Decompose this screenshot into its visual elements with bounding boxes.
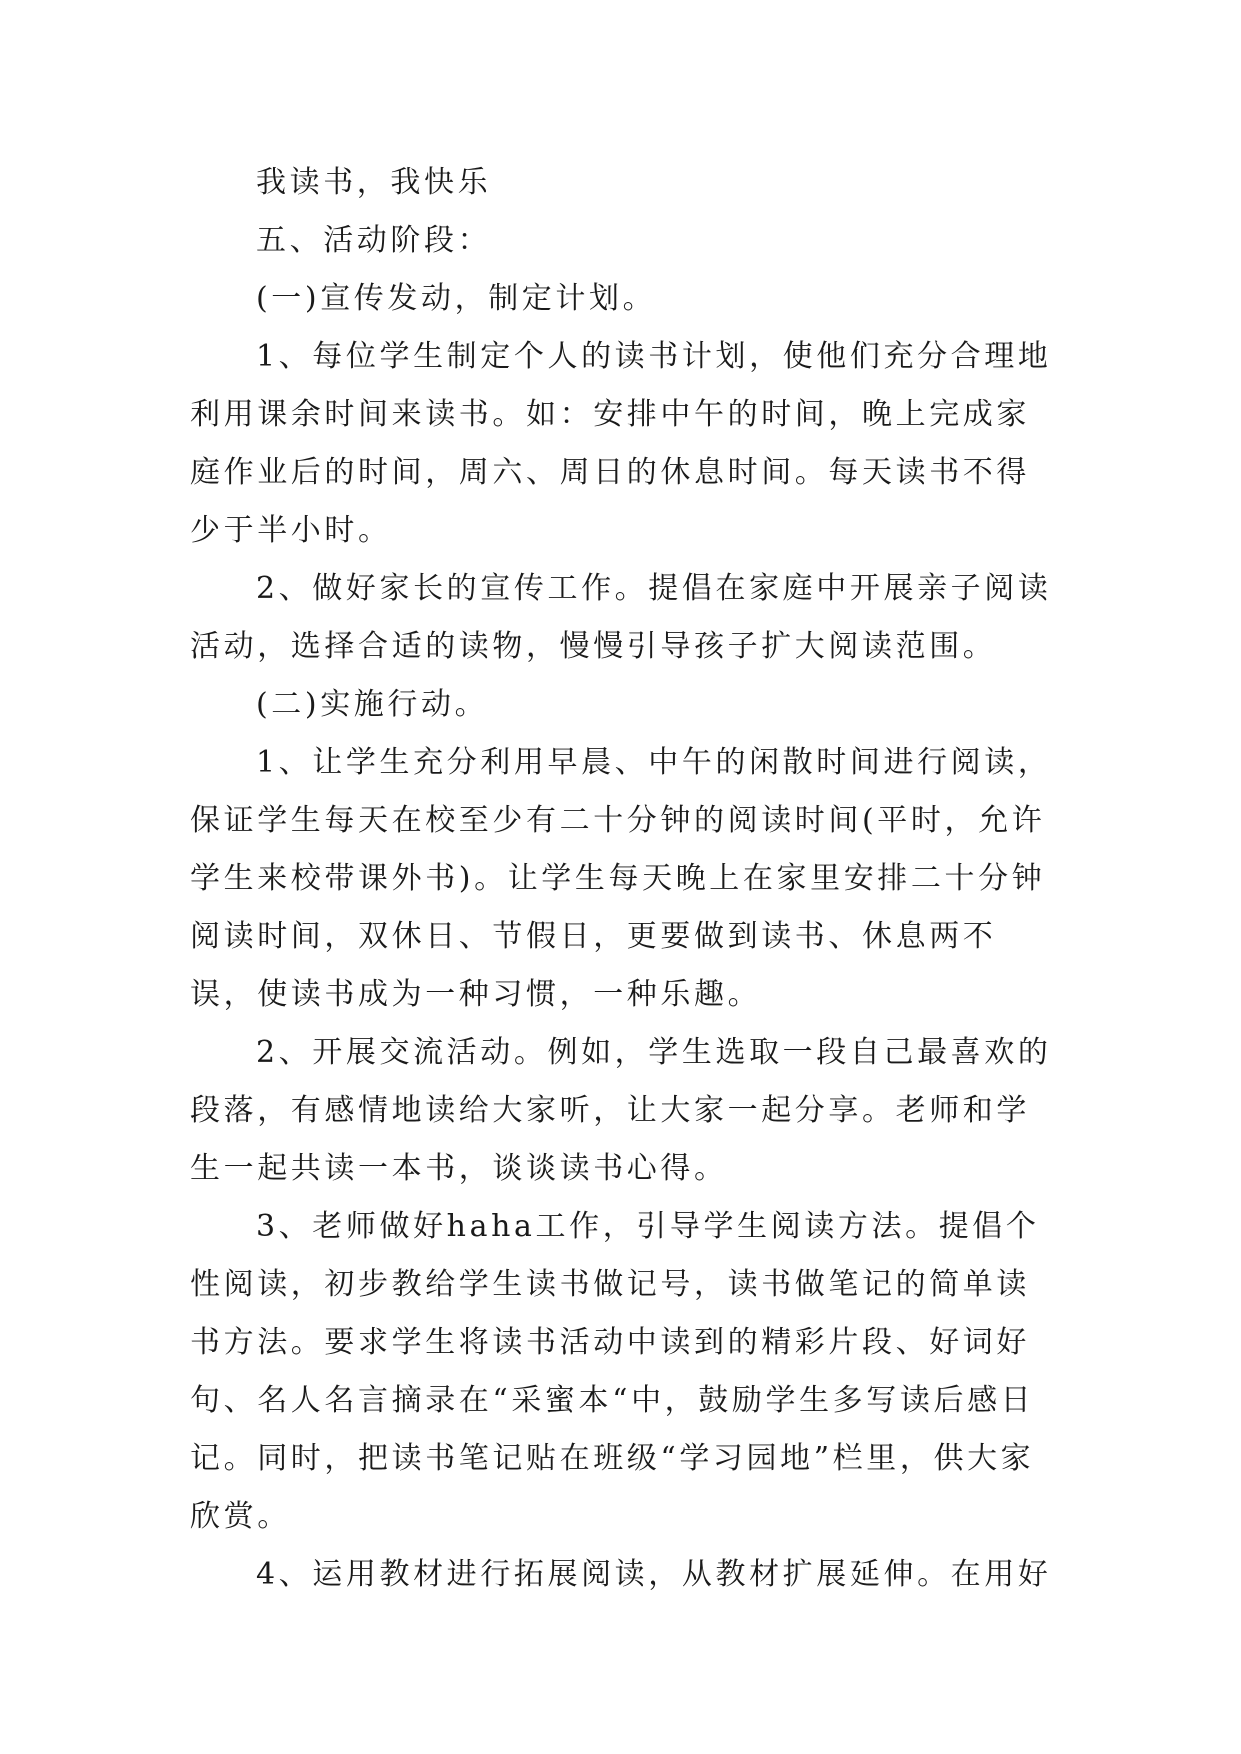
document-body: [190, 154, 1060, 1604]
paragraph-parent-publicity: 2、做好家长的宣传工作。提倡在家庭中开展亲子阅读活动，选择合适的读物，慢慢引导孩子扩大阅读范围。: [190, 571, 1052, 664]
paragraph-reading-plan: 1、每位学生制定个人的读书计划，使他们充分合理地利用课余时间来读书。如：安排中午的时间，晚上完成家庭作业后的时间，周六、周日的休息时间。每天读书不得少于半小时。: [190, 339, 1052, 548]
subsection-heading-publicity: (一)宣传发动，制定计划。: [256, 281, 657, 316]
paragraph-textbook-extension: 4、运用教材进行拓展阅读，从教材扩展延伸。在用好: [256, 1557, 1052, 1592]
paragraph-slogan: 我读书，我快乐: [256, 165, 492, 200]
section-heading-activity-stages: 五、活动阶段：: [256, 223, 492, 258]
paragraph-exchange-activities: 2、开展交流活动。例如，学生选取一段自己最喜欢的段落，有感情地读给大家听，让大家一起分享。老师和学生一起共读一本书，谈谈读书心得。: [190, 1035, 1052, 1186]
paragraph-teacher-guidance: 3、老师做好haha工作，引导学生阅读方法。提倡个性阅读，初步教给学生读书做记号，读书做笔记的简单读书方法。要求学生将读书活动中读到的精彩片段、好词好句、名人名言摘录在“采蜜本“中，鼓励学生多写读后感日记。同时，把读书笔记贴在班级“学习园地”栏里，供大家欣赏。: [190, 1209, 1040, 1534]
subsection-heading-implementation: (二)实施行动。: [256, 687, 489, 722]
paragraph-reading-time: 1、让学生充分利用早晨、中午的闲散时间进行阅读，保证学生每天在校至少有二十分钟的阅读时间(平时，允许学生来校带课外书)。让学生每天晚上在家里安排二十分钟阅读时间，双休日、节假日，更要做到读书、休息两不误，使读书成为一种习惯，一种乐趣。: [190, 745, 1052, 1012]
